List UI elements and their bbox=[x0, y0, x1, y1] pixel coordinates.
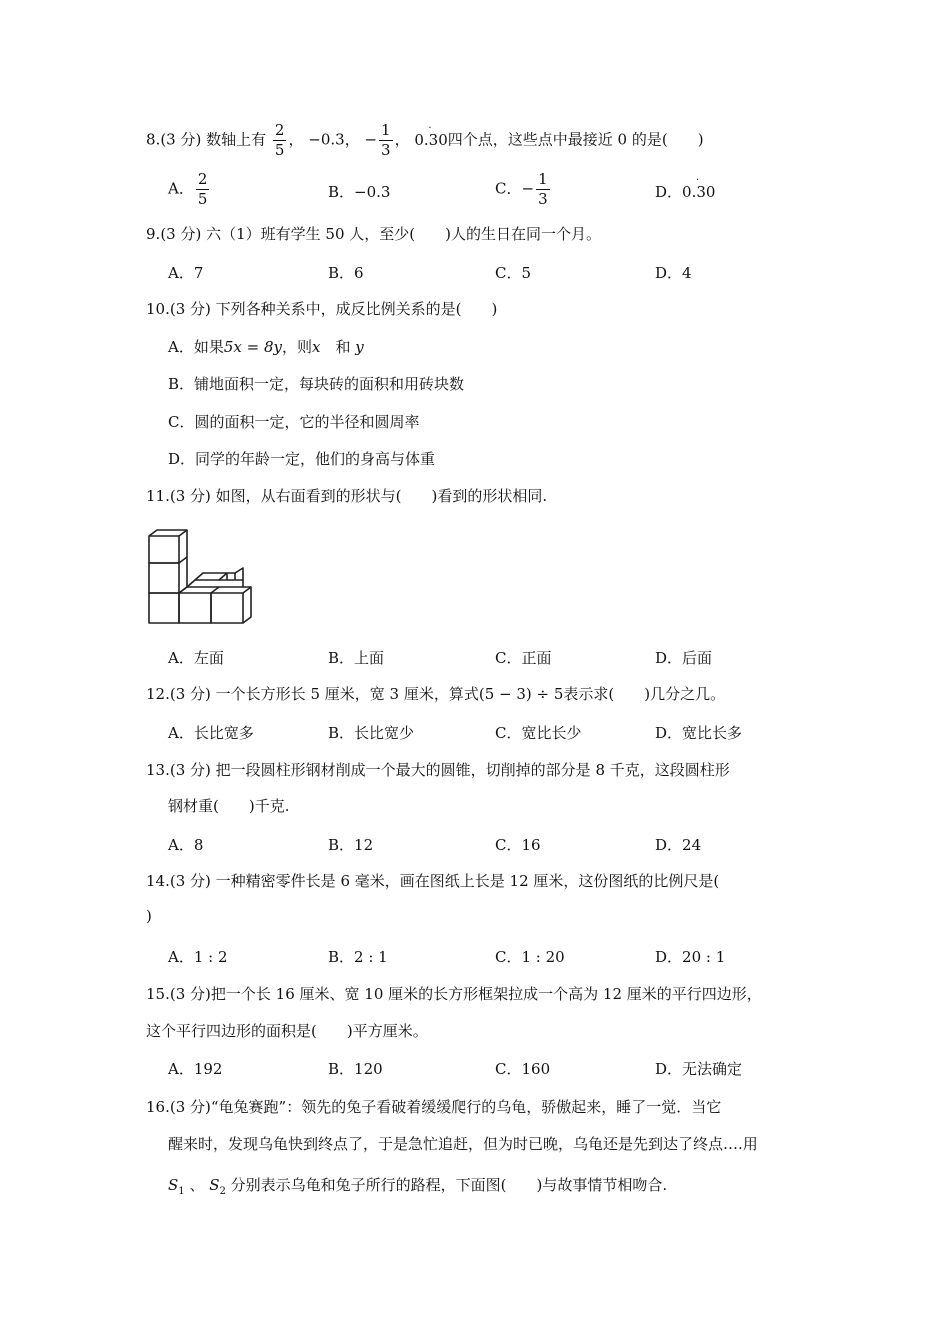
fraction: $\frac{1}{3}$ bbox=[381, 121, 391, 159]
question-15-stem: 15.(3 分)把一个长 16 厘米、宽 10 厘米的长方形框架拉成一个高为 12 厘米的平行四边形， bbox=[146, 985, 762, 1003]
question-12-option-d[interactable]: D．宽比长多 bbox=[655, 724, 743, 742]
question-13-option-b[interactable]: B．12 bbox=[328, 836, 374, 854]
question-11-stem: 11.(3 分) 如图，从右面看到的形状与( )看到的形状相同. bbox=[146, 487, 548, 505]
question-15-option-d[interactable]: D．无法确定 bbox=[655, 1060, 743, 1078]
question-8-stem: 8.(3 分) 数轴上有 $\frac{2}{5}$ ， −0.3， − $\frac{1}{3}$ ， · 0.30四个点，这些点中最接近 0 的是( ) bbox=[146, 121, 704, 159]
question-8-option-d[interactable]: D． · 0.30 bbox=[655, 175, 716, 201]
question-13-option-c[interactable]: C．16 bbox=[495, 836, 541, 854]
question-14-option-d[interactable]: D．20 : 1 bbox=[655, 948, 726, 966]
question-16-stem-cont2: $S_1$ 、 $S_2$ 分别表示乌龟和兔子所行的路程，下面图( )与故事情节相吻合. bbox=[168, 1176, 668, 1197]
question-10-option-b[interactable]: B．铺地面积一定，每块砖的面积和用砖块数 bbox=[168, 375, 465, 393]
question-13-option-d[interactable]: D．24 bbox=[655, 836, 702, 854]
question-10-option-d[interactable]: D．同学的年龄一定，他们的身高与体重 bbox=[168, 450, 436, 468]
question-16-stem-cont: 醒来时，发现乌龟快到终点了，于是急忙追赶，但为时已晚，乌龟还是先到达了终点….用 bbox=[168, 1135, 758, 1153]
question-13-stem: 13.(3 分) 把一段圆柱形钢材削成一个最大的圆锥，切削掉的部分是 8 千克，这段圆柱形 bbox=[146, 761, 730, 779]
question-10-option-a[interactable]: A．如果5x = 8y，则x 和 y bbox=[168, 338, 364, 356]
question-14-stem-cont: ) bbox=[146, 907, 152, 925]
question-14-stem: 14.(3 分) 一种精密零件长是 6 毫米，画在图纸上长是 12 厘米，这份图纸的比例尺是( bbox=[146, 872, 720, 890]
question-14-option-c[interactable]: C．1 : 20 bbox=[495, 948, 565, 966]
question-9-option-d[interactable]: D．4 bbox=[655, 264, 692, 282]
cube-stack-figure bbox=[146, 528, 258, 626]
question-number: 8. bbox=[146, 130, 161, 149]
question-14-option-b[interactable]: B．2 : 1 bbox=[328, 948, 388, 966]
question-11-option-b[interactable]: B．上面 bbox=[328, 649, 385, 667]
question-14-option-a[interactable]: A．1 : 2 bbox=[168, 948, 228, 966]
question-8-option-a[interactable]: A． $\frac{2}{5}$ bbox=[168, 170, 208, 208]
question-10-option-c[interactable]: C．圆的面积一定，它的半径和圆周率 bbox=[168, 413, 420, 431]
question-12-option-b[interactable]: B．长比宽少 bbox=[328, 724, 415, 742]
question-9-option-c[interactable]: C．5 bbox=[495, 264, 532, 282]
question-15-option-a[interactable]: A．192 bbox=[168, 1060, 223, 1078]
question-score: (3 分) bbox=[160, 130, 202, 149]
question-16-stem: 16.(3 分)“龟兔赛跑”：领先的兔子看破着缓缓爬行的乌龟，骄傲起来，睡了一觉．当它 bbox=[146, 1098, 722, 1116]
question-12-option-a[interactable]: A．长比宽多 bbox=[168, 724, 254, 742]
question-8-option-c[interactable]: C．− $\frac{1}{3}$ bbox=[495, 170, 548, 208]
question-9-option-b[interactable]: B．6 bbox=[328, 264, 364, 282]
repeating-decimal: · 0.30 bbox=[414, 122, 448, 149]
question-13-option-a[interactable]: A．8 bbox=[168, 836, 204, 854]
question-13-stem-cont: 钢材重( )千克. bbox=[168, 797, 290, 815]
question-11-option-d[interactable]: D．后面 bbox=[655, 649, 713, 667]
question-8-option-b[interactable]: B．−0.3 bbox=[328, 183, 391, 201]
question-12-option-c[interactable]: C．宽比长少 bbox=[495, 724, 582, 742]
question-12-stem: 12.(3 分) 一个长方形长 5 厘米，宽 3 厘米，算式(5 − 3) ÷ 5表示求( )几分之几。 bbox=[146, 685, 726, 703]
question-9-stem: 9.(3 分) 六（1）班有学生 50 人，至少( )人的生日在同一个月。 bbox=[146, 225, 601, 243]
question-15-option-c[interactable]: C．160 bbox=[495, 1060, 551, 1078]
question-11-option-a[interactable]: A．左面 bbox=[168, 649, 224, 667]
question-10-stem: 10.(3 分) 下列各种关系中，成反比例关系的是( ) bbox=[146, 300, 498, 318]
question-11-option-c[interactable]: C．正面 bbox=[495, 649, 552, 667]
fraction: $\frac{2}{5}$ bbox=[274, 121, 285, 159]
question-15-stem-cont: 这个平行四边形的面积是( )平方厘米。 bbox=[146, 1022, 428, 1040]
question-9-option-a[interactable]: A．7 bbox=[168, 264, 204, 282]
question-15-option-b[interactable]: B．120 bbox=[328, 1060, 383, 1078]
